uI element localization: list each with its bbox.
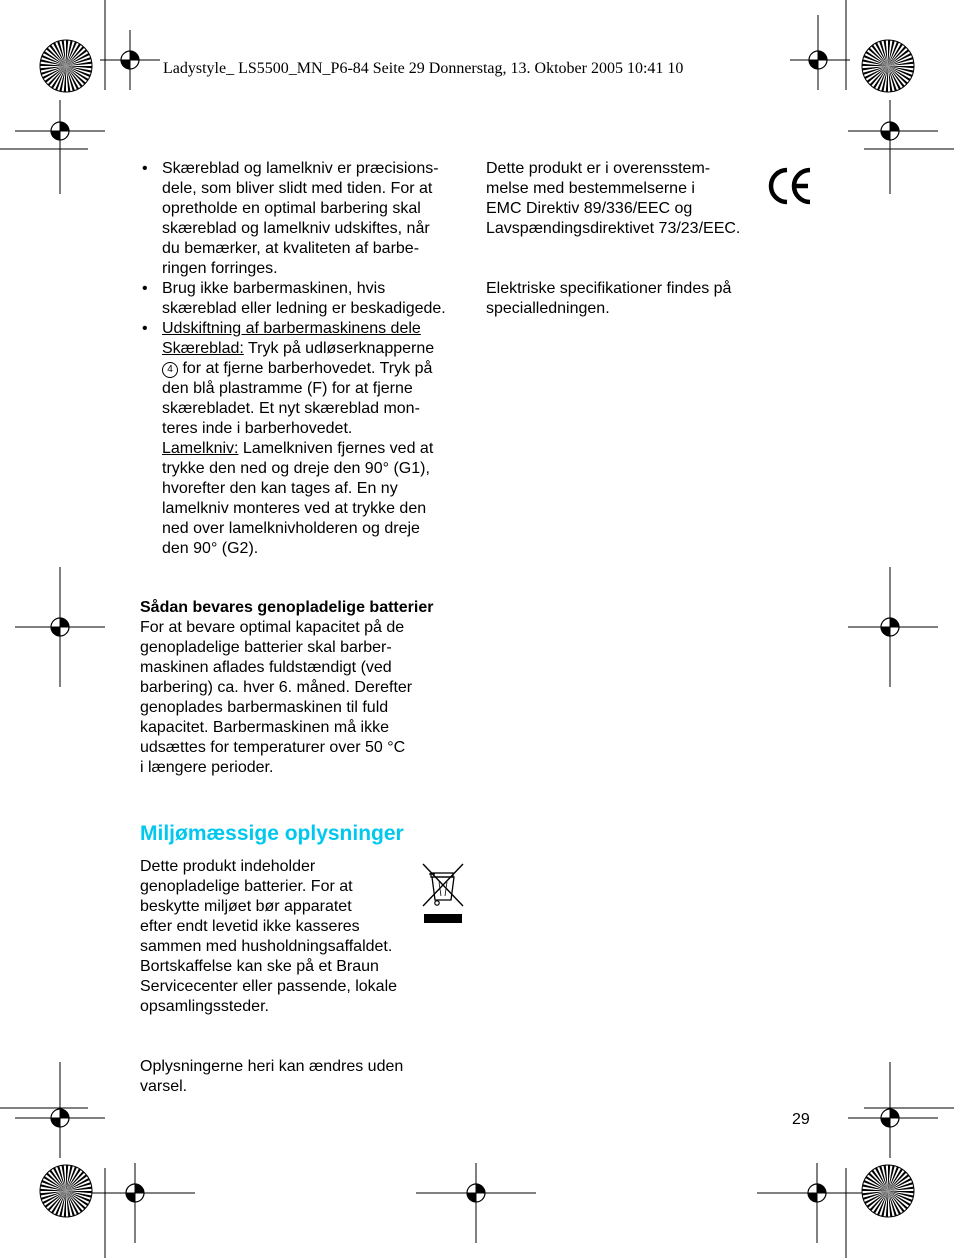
- bullet-line: skæreblad og lamelkniv udskiftes, når: [162, 220, 430, 237]
- battery-line: i længere perioder.: [140, 759, 274, 776]
- bullet-line: du bemærker, at kvaliteten af barbe-: [162, 240, 420, 257]
- page-number: 29: [792, 1111, 810, 1128]
- registration-mark-icon: [44, 115, 76, 147]
- circled-number: 4: [162, 362, 178, 378]
- bullet-line: den 90° (G2).: [162, 540, 259, 557]
- bullet-line: trykke den ned og dreje den 90° (G1),: [162, 460, 430, 477]
- registration-mark-icon: [801, 1177, 833, 1209]
- battery-line: genopladelige batterier skal barber-: [140, 639, 392, 656]
- foil-label: Skæreblad:: [162, 340, 244, 357]
- registration-mark-icon: [874, 611, 906, 643]
- bullet-line: teres inde i barberhovedet.: [162, 420, 353, 437]
- bullet-line: Skæreblad og lamelkniv er præcisions-: [162, 160, 439, 177]
- replacement-title: Udskiftning af barbermaskinens dele: [162, 320, 421, 337]
- bullet-line: skæreblad eller ledning er beskadigede.: [162, 300, 446, 317]
- bullet-line: ringen forringes.: [162, 260, 278, 277]
- environment-line: opsamlingssteder.: [140, 998, 269, 1015]
- environment-line: beskytte miljøet bør apparatet: [140, 898, 352, 915]
- electrical-line: specialledningen.: [486, 300, 610, 317]
- bullet-dot: •: [142, 320, 148, 337]
- registration-mark-icon: [874, 115, 906, 147]
- environment-line: Bortskaffelse kan ske på et Braun: [140, 958, 379, 975]
- star-target-icon: [40, 1165, 92, 1217]
- conformity-line: Dette produkt er i overensstem-: [486, 160, 711, 177]
- bullet-line: opretholde en optimal barbering skal: [162, 200, 421, 217]
- foil-text: Tryk på udløserknapperne: [243, 340, 435, 357]
- battery-line: kapacitet. Barbermaskinen må ikke: [140, 719, 389, 736]
- environment-line: genopladelige batterier. For at: [140, 878, 353, 895]
- bullet-dot: •: [142, 280, 148, 297]
- environment-line: Servicecenter eller passende, lokale: [140, 978, 398, 995]
- bullet-line: skærebladet. Et nyt skæreblad mon-: [162, 400, 420, 417]
- registration-mark-icon: [460, 1177, 492, 1209]
- electrical-line: Elektriske specifikationer findes på: [486, 280, 732, 297]
- star-targets: [40, 40, 914, 1217]
- bullet-dot: •: [142, 160, 148, 177]
- environment-line: efter endt levetid ikke kasseres: [140, 918, 360, 935]
- environment-line: Dette produkt indeholder: [140, 858, 316, 875]
- battery-line: maskinen aflades fuldstændigt (ved: [140, 659, 392, 676]
- bullet-line: lamelkniv monteres ved at trykke den: [162, 500, 427, 517]
- environment-heading: Miljømæssige oplysninger: [140, 822, 404, 845]
- conformity-line: EMC Direktiv 89/336/EEC og: [486, 200, 693, 217]
- bullet-line: Brug ikke barbermaskinen, hvis: [162, 280, 386, 297]
- conformity-line: Lavspændingsdirektivet 73/23/EEC.: [486, 220, 741, 237]
- battery-line: udsættes for temperaturer over 50 °C: [140, 739, 406, 756]
- registration-mark-icon: [119, 1177, 151, 1209]
- conformity-line: melse med bestemmelserne i: [486, 180, 695, 197]
- notice-line: varsel.: [140, 1078, 188, 1095]
- star-target-icon: [40, 40, 92, 92]
- battery-line: barbering) ca. hver 6. måned. Derefter: [140, 679, 413, 696]
- star-target-icon: [862, 1165, 914, 1217]
- bullet-line: ned over lamelknivholderen og dreje: [162, 520, 420, 537]
- print-header: Ladystyle_ LS5500_MN_P6-84 Seite 29 Donnerstag, 13. Oktober 2005 10:41 10: [163, 60, 684, 77]
- battery-title: Sådan bevares genopladelige batterier: [140, 599, 434, 616]
- battery-line: genoplades barbermaskinen til fuld: [140, 699, 389, 716]
- registration-mark-icon: [114, 44, 146, 76]
- bullet-line: hvorefter den kan tages af. En ny: [162, 480, 398, 497]
- cutter-label: Lamelkniv:: [162, 440, 239, 457]
- bullet-line: dele, som bliver slidt med tiden. For at: [162, 180, 433, 197]
- registration-mark-icon: [44, 611, 76, 643]
- registration-mark-icon: [874, 1102, 906, 1134]
- star-target-icon: [862, 40, 914, 92]
- bullet-line: den blå plastramme (F) for at fjerne: [162, 380, 413, 397]
- registration-mark-icon: [802, 44, 834, 76]
- registration-mark-icon: [44, 1102, 76, 1134]
- cutter-text: Lamelkniven fjernes ved at: [238, 440, 434, 457]
- environment-line: sammen med husholdningsaffaldet.: [140, 938, 393, 955]
- notice-line: Oplysningerne heri kan ændres uden: [140, 1058, 404, 1075]
- foil-text-2: for at fjerne barberhovedet. Tryk på: [178, 360, 433, 377]
- battery-line: For at bevare optimal kapacitet på de: [140, 619, 405, 636]
